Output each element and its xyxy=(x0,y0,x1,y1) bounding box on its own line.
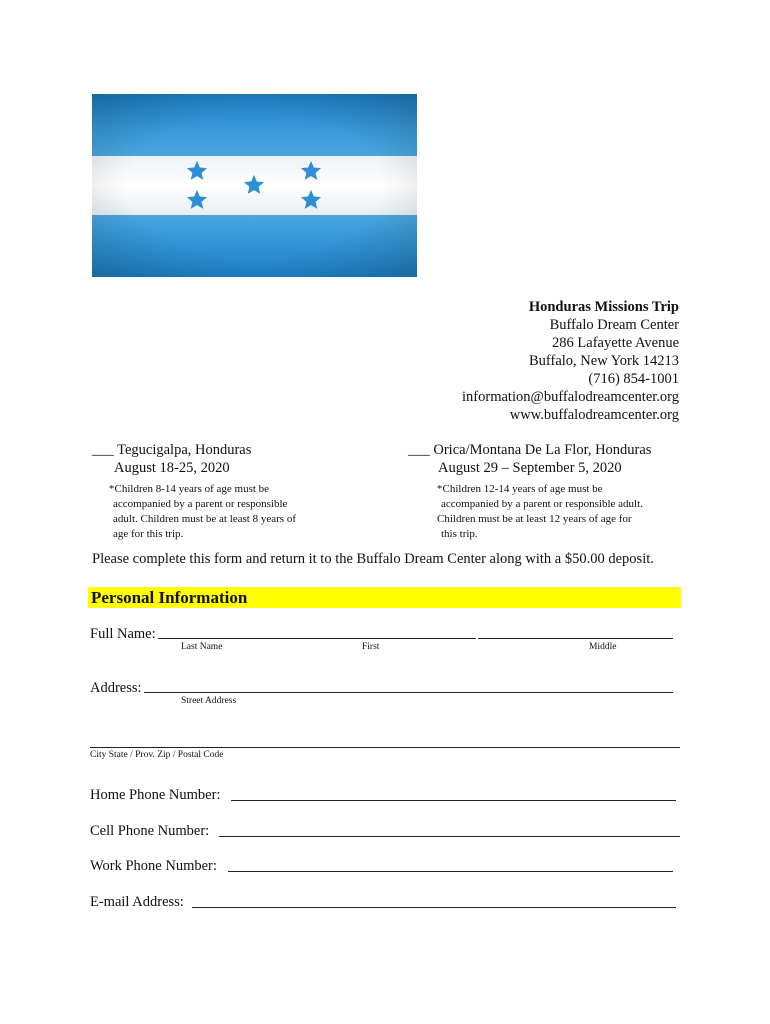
trip-option-orica[interactable] xyxy=(408,441,651,542)
honduras-flag-image xyxy=(92,94,417,277)
org-email: information@buffalodreamcenter.org xyxy=(462,389,679,405)
first-name-caption: First xyxy=(362,642,380,652)
org-city: Buffalo, New York 14213 xyxy=(529,353,679,369)
home-phone-field[interactable] xyxy=(231,800,676,801)
org-phone: (716) 854-1001 xyxy=(588,371,679,387)
trip-dates: August 18-25, 2020 xyxy=(114,460,230,476)
note-line: accompanied by a parent or responsible adult. xyxy=(441,498,643,510)
home-phone-label: Home Phone Number: xyxy=(90,787,221,803)
note-line: *Children 8-14 years of age must be xyxy=(109,483,270,495)
flag-vignette xyxy=(92,94,417,277)
note-line: *Children 12-14 years of age must be xyxy=(437,483,603,495)
street-address-field[interactable] xyxy=(144,692,673,693)
org-name: Buffalo Dream Center xyxy=(549,317,679,333)
middle-name-field[interactable] xyxy=(478,638,673,639)
email-field[interactable] xyxy=(192,907,676,908)
city-state-zip-caption: City State / Prov. Zip / Postal Code xyxy=(90,750,224,760)
org-website: www.buffalodreamcenter.org xyxy=(509,407,679,423)
full-name-label: Full Name: xyxy=(90,626,156,642)
street-address-caption: Street Address xyxy=(181,696,237,706)
form-instructions: Please complete this form and return it to the Buffalo Dream Center along with a $50.00 deposit. xyxy=(92,551,654,567)
note-line: accompanied by a parent or responsible xyxy=(113,498,288,510)
last-name-field[interactable] xyxy=(158,638,476,639)
work-phone-label: Work Phone Number: xyxy=(90,858,217,874)
section-header-personal-info xyxy=(88,587,681,608)
email-label: E-mail Address: xyxy=(90,894,184,910)
work-phone-field[interactable] xyxy=(228,871,673,872)
note-line: adult. Children must be at least 8 years of xyxy=(113,513,296,525)
last-name-caption: Last Name xyxy=(181,642,223,652)
cell-phone-label: Cell Phone Number: xyxy=(90,823,210,839)
section-title: Personal Information xyxy=(91,588,248,607)
cell-phone-field[interactable] xyxy=(219,836,680,837)
trip-dates: August 29 – September 5, 2020 xyxy=(438,460,622,476)
trip-location: ___ Tegucigalpa, Honduras xyxy=(92,442,252,458)
trip-option-tegucigalpa[interactable] xyxy=(92,441,296,542)
trip-location: ___ Orica/Montana De La Flor, Honduras xyxy=(408,442,652,458)
city-state-zip-field[interactable] xyxy=(90,747,680,748)
trip-note xyxy=(92,482,296,542)
org-street: 286 Lafayette Avenue xyxy=(552,335,679,351)
contact-block xyxy=(462,298,679,424)
trip-title: Honduras Missions Trip xyxy=(528,299,679,315)
address-label: Address: xyxy=(90,680,142,696)
note-line: Children must be at least 12 years of age for xyxy=(437,513,632,525)
note-line: age for this trip. xyxy=(113,528,184,540)
middle-name-caption: Middle xyxy=(589,642,617,652)
trip-note xyxy=(408,482,651,542)
note-line: this trip. xyxy=(441,528,478,540)
